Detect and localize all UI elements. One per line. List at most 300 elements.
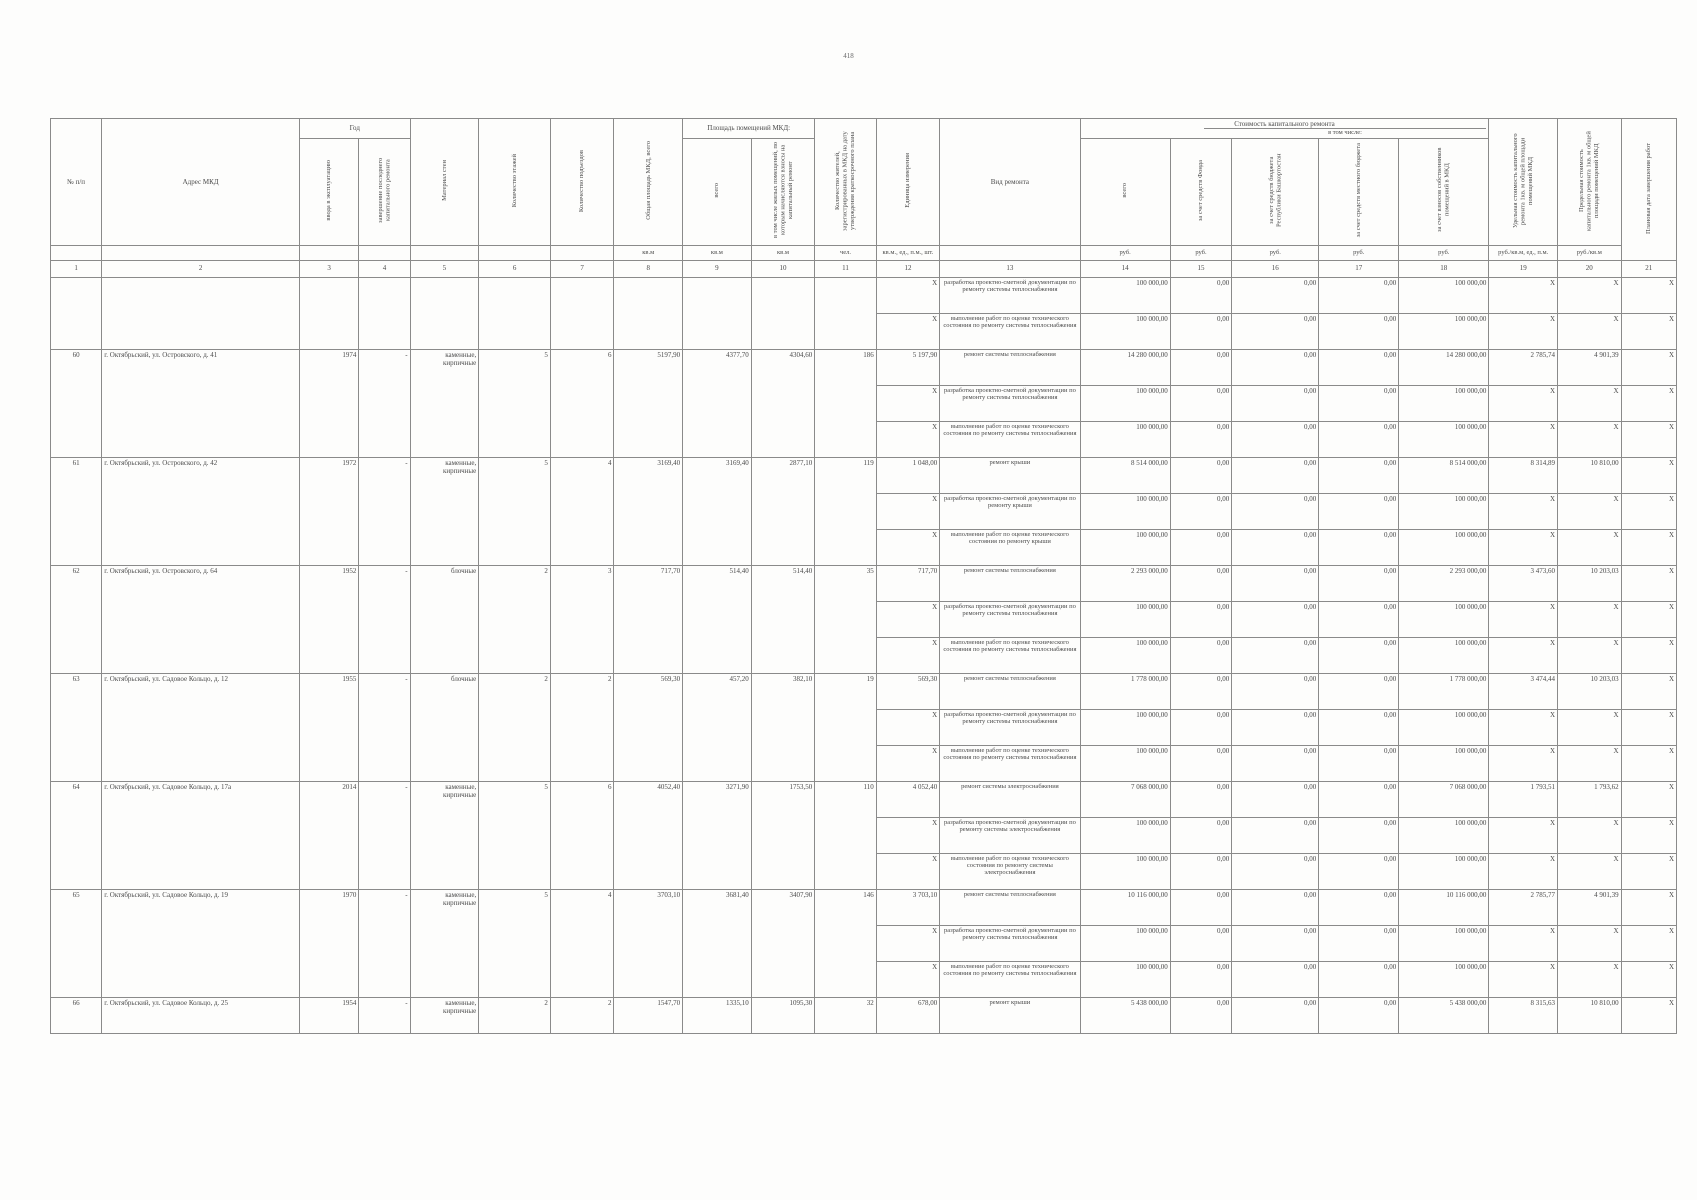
house-residents: 119 — [815, 457, 876, 565]
column-number: 17 — [1319, 260, 1399, 277]
house-last-repair: - — [359, 781, 410, 889]
work-type: разработка проектно-сметной документации по ремонту крыши — [940, 493, 1080, 529]
table-row — [51, 889, 1677, 925]
house-premises-total — [683, 277, 752, 349]
house-last-repair: - — [359, 349, 410, 457]
work-type: ремонт системы теплоснабжения — [940, 349, 1080, 385]
house-last-repair: - — [359, 889, 410, 997]
house-floors: 2 — [479, 673, 551, 781]
header-work-type: Вид ремонта — [940, 119, 1080, 246]
house-year-built — [299, 277, 358, 349]
work-planned-date: X — [1621, 349, 1676, 385]
house-floors — [479, 277, 551, 349]
work-cost-total: 100 000,00 — [1080, 637, 1170, 673]
work-max-cost: X — [1558, 853, 1622, 889]
work-cost-fund: 0,00 — [1170, 853, 1231, 889]
work-max-cost: X — [1558, 385, 1622, 421]
header-year-built: ввода в эксплуатацию — [299, 138, 358, 245]
house-floors: 2 — [479, 997, 551, 1033]
work-cost-fund: 0,00 — [1170, 997, 1231, 1033]
header-residents: Количество жителей, зарегистрированных в МКД на дату утверждения краткосрочного плана — [815, 119, 876, 246]
work-quantity: X — [876, 313, 940, 349]
work-unit-cost: X — [1489, 817, 1558, 853]
house-number: 61 — [51, 457, 102, 565]
house-premises-total: 1335,10 — [683, 997, 752, 1033]
work-cost-total: 10 116 000,00 — [1080, 889, 1170, 925]
column-number: 12 — [876, 260, 940, 277]
house-residents: 35 — [815, 565, 876, 673]
work-unit-cost: 1 793,51 — [1489, 781, 1558, 817]
work-cost-total: 100 000,00 — [1080, 529, 1170, 565]
work-cost-region: 0,00 — [1232, 781, 1319, 817]
work-cost-owners: 100 000,00 — [1399, 601, 1489, 637]
work-type: разработка проектно-сметной документации по ремонту системы теплоснабжения — [940, 925, 1080, 961]
house-entrances: 6 — [550, 781, 614, 889]
house-premises-total: 3271,90 — [683, 781, 752, 889]
work-cost-owners: 100 000,00 — [1399, 745, 1489, 781]
house-year-built: 2014 — [299, 781, 358, 889]
house-entrances: 2 — [550, 673, 614, 781]
house-residents: 32 — [815, 997, 876, 1033]
work-planned-date: X — [1621, 421, 1676, 457]
unit-cell — [102, 245, 300, 260]
work-cost-fund: 0,00 — [1170, 709, 1231, 745]
work-cost-fund: 0,00 — [1170, 493, 1231, 529]
header-unit: Единица измерения — [876, 119, 940, 246]
column-number: 6 — [479, 260, 551, 277]
house-wall-material — [410, 277, 479, 349]
work-quantity: X — [876, 421, 940, 457]
work-cost-total: 100 000,00 — [1080, 421, 1170, 457]
column-number: 18 — [1399, 260, 1489, 277]
house-residents: 19 — [815, 673, 876, 781]
work-cost-local: 0,00 — [1319, 493, 1399, 529]
work-cost-fund: 0,00 — [1170, 781, 1231, 817]
work-quantity: X — [876, 385, 940, 421]
header-entrances: Количество подъездов — [550, 119, 614, 246]
work-cost-local: 0,00 — [1319, 853, 1399, 889]
column-number: 10 — [751, 260, 815, 277]
work-planned-date: X — [1621, 925, 1676, 961]
work-cost-total: 1 778 000,00 — [1080, 673, 1170, 709]
work-cost-local: 0,00 — [1319, 997, 1399, 1033]
work-type: выполнение работ по оценке технического состояния по ремонту системы электроснабжения — [940, 853, 1080, 889]
header-cost-fund: за счет средств Фонда — [1170, 138, 1231, 245]
house-address: г. Октябрьский, ул. Островского, д. 42 — [102, 457, 300, 565]
work-cost-fund: 0,00 — [1170, 925, 1231, 961]
house-address: г. Октябрьский, ул. Садовое Кольцо, д. 25 — [102, 997, 300, 1033]
header-cost-region: за счет средств бюджета Республики Башкортостан — [1232, 138, 1319, 245]
house-year-built: 1955 — [299, 673, 358, 781]
work-planned-date: X — [1621, 637, 1676, 673]
house-floors: 5 — [479, 457, 551, 565]
work-planned-date: X — [1621, 529, 1676, 565]
column-number: 5 — [410, 260, 479, 277]
house-year-built: 1972 — [299, 457, 358, 565]
column-number: 2 — [102, 260, 300, 277]
work-cost-fund: 0,00 — [1170, 421, 1231, 457]
work-cost-owners: 1 778 000,00 — [1399, 673, 1489, 709]
header-cost-group — [1080, 119, 1489, 139]
house-wall-material: каменные, кирпичные — [410, 457, 479, 565]
work-unit-cost: 3 473,60 — [1489, 565, 1558, 601]
work-cost-local: 0,00 — [1319, 421, 1399, 457]
work-quantity: 569,30 — [876, 673, 940, 709]
work-type: выполнение работ по оценке технического состояния по ремонту системы теплоснабжения — [940, 961, 1080, 997]
column-number: 15 — [1170, 260, 1231, 277]
work-max-cost: 10 203,03 — [1558, 565, 1622, 601]
work-quantity: X — [876, 745, 940, 781]
work-cost-fund: 0,00 — [1170, 529, 1231, 565]
house-residents: 146 — [815, 889, 876, 997]
work-cost-total: 100 000,00 — [1080, 745, 1170, 781]
house-last-repair: - — [359, 565, 410, 673]
column-number: 7 — [550, 260, 614, 277]
work-cost-total: 14 280 000,00 — [1080, 349, 1170, 385]
work-cost-owners: 100 000,00 — [1399, 421, 1489, 457]
column-number: 4 — [359, 260, 410, 277]
work-quantity: X — [876, 601, 940, 637]
work-cost-total: 5 438 000,00 — [1080, 997, 1170, 1033]
house-entrances — [550, 277, 614, 349]
work-max-cost: 10 203,03 — [1558, 673, 1622, 709]
house-number: 64 — [51, 781, 102, 889]
header-year-group: Год — [299, 119, 410, 139]
work-unit-cost: X — [1489, 925, 1558, 961]
house-address: г. Октябрьский, ул. Садовое Кольцо, д. 19 — [102, 889, 300, 997]
unit-cell — [550, 245, 614, 260]
work-cost-local: 0,00 — [1319, 961, 1399, 997]
header-cost-local: за счет средств местного бюджета — [1319, 138, 1399, 245]
work-quantity: 5 197,90 — [876, 349, 940, 385]
house-address — [102, 277, 300, 349]
work-planned-date: X — [1621, 853, 1676, 889]
work-quantity: X — [876, 817, 940, 853]
work-cost-region: 0,00 — [1232, 997, 1319, 1033]
house-premises-total: 457,20 — [683, 673, 752, 781]
work-cost-region: 0,00 — [1232, 385, 1319, 421]
work-type: выполнение работ по оценке технического состояния по ремонту системы теплоснабжения — [940, 637, 1080, 673]
house-floors: 5 — [479, 889, 551, 997]
header-address: Адрес МКД — [102, 119, 300, 246]
work-cost-owners: 100 000,00 — [1399, 385, 1489, 421]
header-premises-residential: в том числе жилых помещений, по которым начисляются взносы на капитальный ремонт — [751, 138, 815, 245]
work-max-cost: X — [1558, 637, 1622, 673]
unit-cost-fund: руб. — [1170, 245, 1231, 260]
house-premises-residential: 1753,50 — [751, 781, 815, 889]
work-cost-total: 100 000,00 — [1080, 601, 1170, 637]
column-number: 19 — [1489, 260, 1558, 277]
house-address: г. Октябрьский, ул. Островского, д. 41 — [102, 349, 300, 457]
work-planned-date: X — [1621, 745, 1676, 781]
house-floors: 5 — [479, 349, 551, 457]
house-entrances: 4 — [550, 457, 614, 565]
work-quantity: 717,70 — [876, 565, 940, 601]
work-type: разработка проектно-сметной документации по ремонту системы теплоснабжения — [940, 709, 1080, 745]
house-last-repair: - — [359, 457, 410, 565]
work-cost-fund: 0,00 — [1170, 961, 1231, 997]
work-cost-local: 0,00 — [1319, 457, 1399, 493]
work-cost-total: 100 000,00 — [1080, 385, 1170, 421]
work-quantity: 678,00 — [876, 997, 940, 1033]
work-cost-owners: 7 068 000,00 — [1399, 781, 1489, 817]
unit-cell — [359, 245, 410, 260]
house-total-area: 3703,10 — [614, 889, 683, 997]
work-cost-total: 100 000,00 — [1080, 313, 1170, 349]
work-cost-owners: 14 280 000,00 — [1399, 349, 1489, 385]
work-quantity: X — [876, 709, 940, 745]
house-premises-residential: 1095,30 — [751, 997, 815, 1033]
unit-residents: чел. — [815, 245, 876, 260]
work-unit-cost: X — [1489, 421, 1558, 457]
work-quantity: 1 048,00 — [876, 457, 940, 493]
work-cost-owners: 10 116 000,00 — [1399, 889, 1489, 925]
house-entrances: 2 — [550, 997, 614, 1033]
house-last-repair: - — [359, 997, 410, 1033]
work-planned-date: X — [1621, 565, 1676, 601]
unit-cell — [940, 245, 1080, 260]
work-type: ремонт крыши — [940, 457, 1080, 493]
table-row — [51, 781, 1677, 817]
work-max-cost: X — [1558, 529, 1622, 565]
house-entrances: 6 — [550, 349, 614, 457]
capital-repair-table-sheet — [50, 118, 1677, 1034]
header-cost-including: в том числе: — [1204, 128, 1487, 136]
work-max-cost: 10 810,00 — [1558, 997, 1622, 1033]
house-premises-residential: 4304,60 — [751, 349, 815, 457]
header-wall-material: Материал стен — [410, 119, 479, 246]
column-number: 16 — [1232, 260, 1319, 277]
unit-cell — [410, 245, 479, 260]
work-unit-cost: X — [1489, 709, 1558, 745]
work-cost-region: 0,00 — [1232, 493, 1319, 529]
work-max-cost: 1 793,62 — [1558, 781, 1622, 817]
header-max-cost: Предельная стоимость капитального ремонта 1кв. м общей площади помещений МКД — [1558, 119, 1622, 246]
work-unit-cost: X — [1489, 853, 1558, 889]
work-cost-owners: 8 514 000,00 — [1399, 457, 1489, 493]
work-cost-local: 0,00 — [1319, 745, 1399, 781]
work-type: ремонт крыши — [940, 997, 1080, 1033]
unit-max-cost: руб./кв.м — [1558, 245, 1622, 260]
house-last-repair — [359, 277, 410, 349]
table-body — [51, 277, 1677, 1033]
work-cost-owners: 2 293 000,00 — [1399, 565, 1489, 601]
work-quantity: X — [876, 637, 940, 673]
unit-cell — [479, 245, 551, 260]
work-cost-owners: 100 000,00 — [1399, 637, 1489, 673]
house-wall-material: каменные, кирпичные — [410, 889, 479, 997]
unit-premises-total: кв.м — [683, 245, 752, 260]
work-unit-cost: X — [1489, 493, 1558, 529]
work-planned-date: X — [1621, 781, 1676, 817]
work-type: ремонт системы теплоснабжения — [940, 889, 1080, 925]
work-cost-region: 0,00 — [1232, 421, 1319, 457]
work-cost-owners: 100 000,00 — [1399, 853, 1489, 889]
house-number: 65 — [51, 889, 102, 997]
unit-cost-local: руб. — [1319, 245, 1399, 260]
header-premises-group: Площадь помещений МКД: — [683, 119, 815, 139]
house-wall-material: блочные — [410, 565, 479, 673]
work-cost-region: 0,00 — [1232, 529, 1319, 565]
work-quantity: X — [876, 529, 940, 565]
work-type: ремонт системы теплоснабжения — [940, 673, 1080, 709]
work-planned-date: X — [1621, 889, 1676, 925]
work-max-cost: 4 901,39 — [1558, 889, 1622, 925]
work-max-cost: X — [1558, 493, 1622, 529]
table-row — [51, 349, 1677, 385]
house-entrances: 3 — [550, 565, 614, 673]
work-cost-local: 0,00 — [1319, 709, 1399, 745]
work-cost-local: 0,00 — [1319, 529, 1399, 565]
house-last-repair: - — [359, 673, 410, 781]
house-number — [51, 277, 102, 349]
house-total-area: 717,70 — [614, 565, 683, 673]
work-unit-cost: X — [1489, 961, 1558, 997]
work-max-cost: X — [1558, 817, 1622, 853]
header-unit-cost: Удельная стоимость капитального ремонта 1кв. м общей площади помещений МКД — [1489, 119, 1558, 246]
work-planned-date: X — [1621, 313, 1676, 349]
house-wall-material: каменные, кирпичные — [410, 997, 479, 1033]
work-cost-local: 0,00 — [1319, 277, 1399, 313]
work-cost-total: 2 293 000,00 — [1080, 565, 1170, 601]
work-cost-total: 100 000,00 — [1080, 817, 1170, 853]
work-quantity: X — [876, 925, 940, 961]
table-row — [51, 673, 1677, 709]
work-cost-fund: 0,00 — [1170, 889, 1231, 925]
capital-repair-table — [50, 118, 1677, 1034]
work-planned-date: X — [1621, 493, 1676, 529]
work-unit-cost: X — [1489, 745, 1558, 781]
work-cost-local: 0,00 — [1319, 565, 1399, 601]
work-max-cost: 4 901,39 — [1558, 349, 1622, 385]
work-cost-fund: 0,00 — [1170, 277, 1231, 313]
work-type: ремонт системы теплоснабжения — [940, 565, 1080, 601]
work-cost-local: 0,00 — [1319, 637, 1399, 673]
work-cost-owners: 100 000,00 — [1399, 709, 1489, 745]
work-max-cost: X — [1558, 709, 1622, 745]
house-residents: 186 — [815, 349, 876, 457]
work-cost-local: 0,00 — [1319, 313, 1399, 349]
work-cost-region: 0,00 — [1232, 277, 1319, 313]
header-cost-owners: за счет взносов собственников помещений в МКД — [1399, 138, 1489, 245]
work-quantity: X — [876, 277, 940, 313]
header-floors: Количество этажей — [479, 119, 551, 246]
work-cost-region: 0,00 — [1232, 961, 1319, 997]
work-cost-region: 0,00 — [1232, 925, 1319, 961]
work-cost-local: 0,00 — [1319, 385, 1399, 421]
header-planned-date: Плановая дата завершения работ — [1621, 119, 1676, 261]
house-number: 62 — [51, 565, 102, 673]
table-row — [51, 997, 1677, 1033]
work-max-cost: X — [1558, 601, 1622, 637]
house-premises-total: 3681,40 — [683, 889, 752, 997]
house-number: 60 — [51, 349, 102, 457]
house-wall-material: каменные, кирпичные — [410, 781, 479, 889]
work-cost-total: 8 514 000,00 — [1080, 457, 1170, 493]
unit-total-area: кв.м — [614, 245, 683, 260]
house-total-area: 1547,70 — [614, 997, 683, 1033]
work-max-cost: X — [1558, 313, 1622, 349]
work-unit-cost: X — [1489, 637, 1558, 673]
header-cost-title: Стоимость капитального ремонта — [1234, 120, 1335, 128]
unit-unit: кв.м., ед., п.м., шт. — [876, 245, 940, 260]
work-cost-local: 0,00 — [1319, 817, 1399, 853]
house-total-area: 3169,40 — [614, 457, 683, 565]
work-cost-local: 0,00 — [1319, 781, 1399, 817]
work-max-cost: X — [1558, 745, 1622, 781]
header-premises-total: всего — [683, 138, 752, 245]
column-number: 11 — [815, 260, 876, 277]
work-cost-total: 100 000,00 — [1080, 961, 1170, 997]
house-number: 63 — [51, 673, 102, 781]
work-planned-date: X — [1621, 997, 1676, 1033]
work-quantity: X — [876, 961, 940, 997]
work-planned-date: X — [1621, 385, 1676, 421]
work-quantity: 3 703,10 — [876, 889, 940, 925]
work-planned-date: X — [1621, 277, 1676, 313]
house-wall-material: каменные, кирпичные — [410, 349, 479, 457]
work-unit-cost: 2 785,74 — [1489, 349, 1558, 385]
house-entrances: 4 — [550, 889, 614, 997]
work-cost-fund: 0,00 — [1170, 601, 1231, 637]
house-premises-total: 4377,70 — [683, 349, 752, 457]
column-number: 1 — [51, 260, 102, 277]
work-quantity: X — [876, 493, 940, 529]
work-max-cost: X — [1558, 925, 1622, 961]
work-cost-region: 0,00 — [1232, 817, 1319, 853]
work-cost-region: 0,00 — [1232, 313, 1319, 349]
work-unit-cost: X — [1489, 601, 1558, 637]
house-year-built: 1952 — [299, 565, 358, 673]
work-planned-date: X — [1621, 457, 1676, 493]
work-cost-total: 100 000,00 — [1080, 709, 1170, 745]
house-wall-material: блочные — [410, 673, 479, 781]
work-cost-region: 0,00 — [1232, 709, 1319, 745]
work-cost-region: 0,00 — [1232, 349, 1319, 385]
work-unit-cost: X — [1489, 529, 1558, 565]
house-floors: 5 — [479, 781, 551, 889]
work-cost-region: 0,00 — [1232, 853, 1319, 889]
work-cost-region: 0,00 — [1232, 457, 1319, 493]
house-year-built: 1970 — [299, 889, 358, 997]
work-type: выполнение работ по оценке технического состояния по ремонту системы теплоснабжения — [940, 745, 1080, 781]
house-year-built: 1974 — [299, 349, 358, 457]
unit-cell — [299, 245, 358, 260]
work-unit-cost: X — [1489, 385, 1558, 421]
house-total-area: 569,30 — [614, 673, 683, 781]
column-number: 3 — [299, 260, 358, 277]
column-number: 14 — [1080, 260, 1170, 277]
house-year-built: 1954 — [299, 997, 358, 1033]
column-number: 13 — [940, 260, 1080, 277]
work-unit-cost: 8 315,63 — [1489, 997, 1558, 1033]
work-max-cost: X — [1558, 961, 1622, 997]
unit-cell — [51, 245, 102, 260]
house-premises-residential — [751, 277, 815, 349]
house-premises-total: 3169,40 — [683, 457, 752, 565]
house-premises-residential: 514,40 — [751, 565, 815, 673]
house-total-area — [614, 277, 683, 349]
work-type: разработка проектно-сметной документации по ремонту системы теплоснабжения — [940, 385, 1080, 421]
column-number: 21 — [1621, 260, 1676, 277]
work-cost-owners: 100 000,00 — [1399, 277, 1489, 313]
work-max-cost: X — [1558, 277, 1622, 313]
table-row — [51, 457, 1677, 493]
header-cost-total: всего — [1080, 138, 1170, 245]
house-address: г. Октябрьский, ул. Островского, д. 64 — [102, 565, 300, 673]
work-cost-region: 0,00 — [1232, 601, 1319, 637]
work-cost-region: 0,00 — [1232, 673, 1319, 709]
